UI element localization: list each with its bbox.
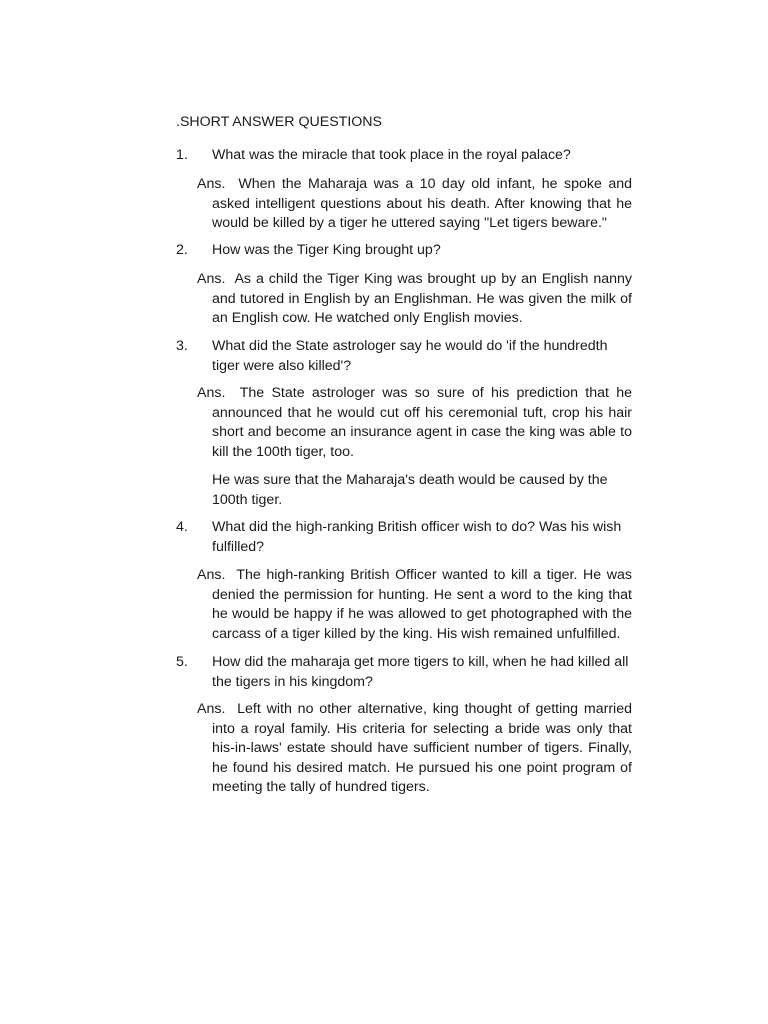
answer-label: Ans. [197, 271, 226, 287]
question-text: How did the maharaja get more tigers to kill, when he had killed all the tigers in his kingdom? [212, 654, 629, 690]
answer-body [160, 384, 632, 462]
answer-label: Ans. [197, 701, 226, 717]
answer-text: Left with no other alternative, king thought of getting married into a royal family. His criteria for selecting a bride was only that his-in-laws' estate should have sufficient number of tigers. Finally, he found his desired match. He pursued his one point program of meeting the tally of hundred tigers. [212, 701, 632, 795]
question-4 [176, 518, 636, 557]
answer-body [160, 700, 632, 798]
question-number: 1. [176, 147, 188, 163]
answer-body [160, 270, 632, 329]
answer-text: As a child the Tiger King was brought up by an English nanny and tutored in English by an Englishman. He was given the milk of an English cow. He watched only English movies. [212, 271, 632, 326]
answer-label: Ans. [197, 385, 226, 401]
answer-1 [160, 175, 632, 234]
question-3 [176, 337, 636, 376]
answer-text: The State astrologer was so sure of his prediction that he announced that he would cut off his ceremonial tuft, crop his hair short and become an insurance agent in case the king was able to kill the 100th tiger, too. [212, 385, 632, 460]
question-number: 3. [176, 338, 188, 354]
answer-body [160, 175, 632, 234]
question-number: 2. [176, 242, 188, 258]
answer-3-extra: He was sure that the Maharaja's death would be caused by the 100th tiger. [212, 472, 608, 508]
question-5 [176, 653, 636, 692]
answer-5 [160, 700, 632, 798]
answer-text: The high-ranking British Officer wanted to kill a tiger. He was denied the permission for hunting. He sent a word to the king that he would be happy if he was allowed to get photographed with the carcass of a tiger killed by the king. His wish remained unfulfilled. [212, 567, 632, 642]
answer-4 [160, 566, 632, 644]
answer-label: Ans. [197, 567, 226, 583]
question-2 [176, 241, 636, 261]
answer-2 [160, 270, 632, 329]
answer-3 [160, 384, 632, 462]
question-1 [176, 146, 636, 166]
question-number: 4. [176, 519, 188, 535]
section-heading: .SHORT ANSWER QUESTIONS [176, 114, 383, 130]
answer-body [160, 566, 632, 644]
question-text: What did the State astrologer say he would do 'if the hundredth tiger were also killed'? [212, 338, 608, 374]
question-text: What was the miracle that took place in the royal palace? [212, 147, 571, 163]
answer-label: Ans. [197, 176, 226, 192]
question-text: What did the high-ranking British officer wish to do? Was his wish fulfilled? [212, 519, 622, 555]
answer-text: When the Maharaja was a 10 day old infant, he spoke and asked intelligent questions about his death. After knowing that he would be killed by a tiger he uttered saying "Let tigers beware." [212, 176, 632, 231]
question-number: 5. [176, 654, 188, 670]
question-text: How was the Tiger King brought up? [212, 242, 441, 258]
